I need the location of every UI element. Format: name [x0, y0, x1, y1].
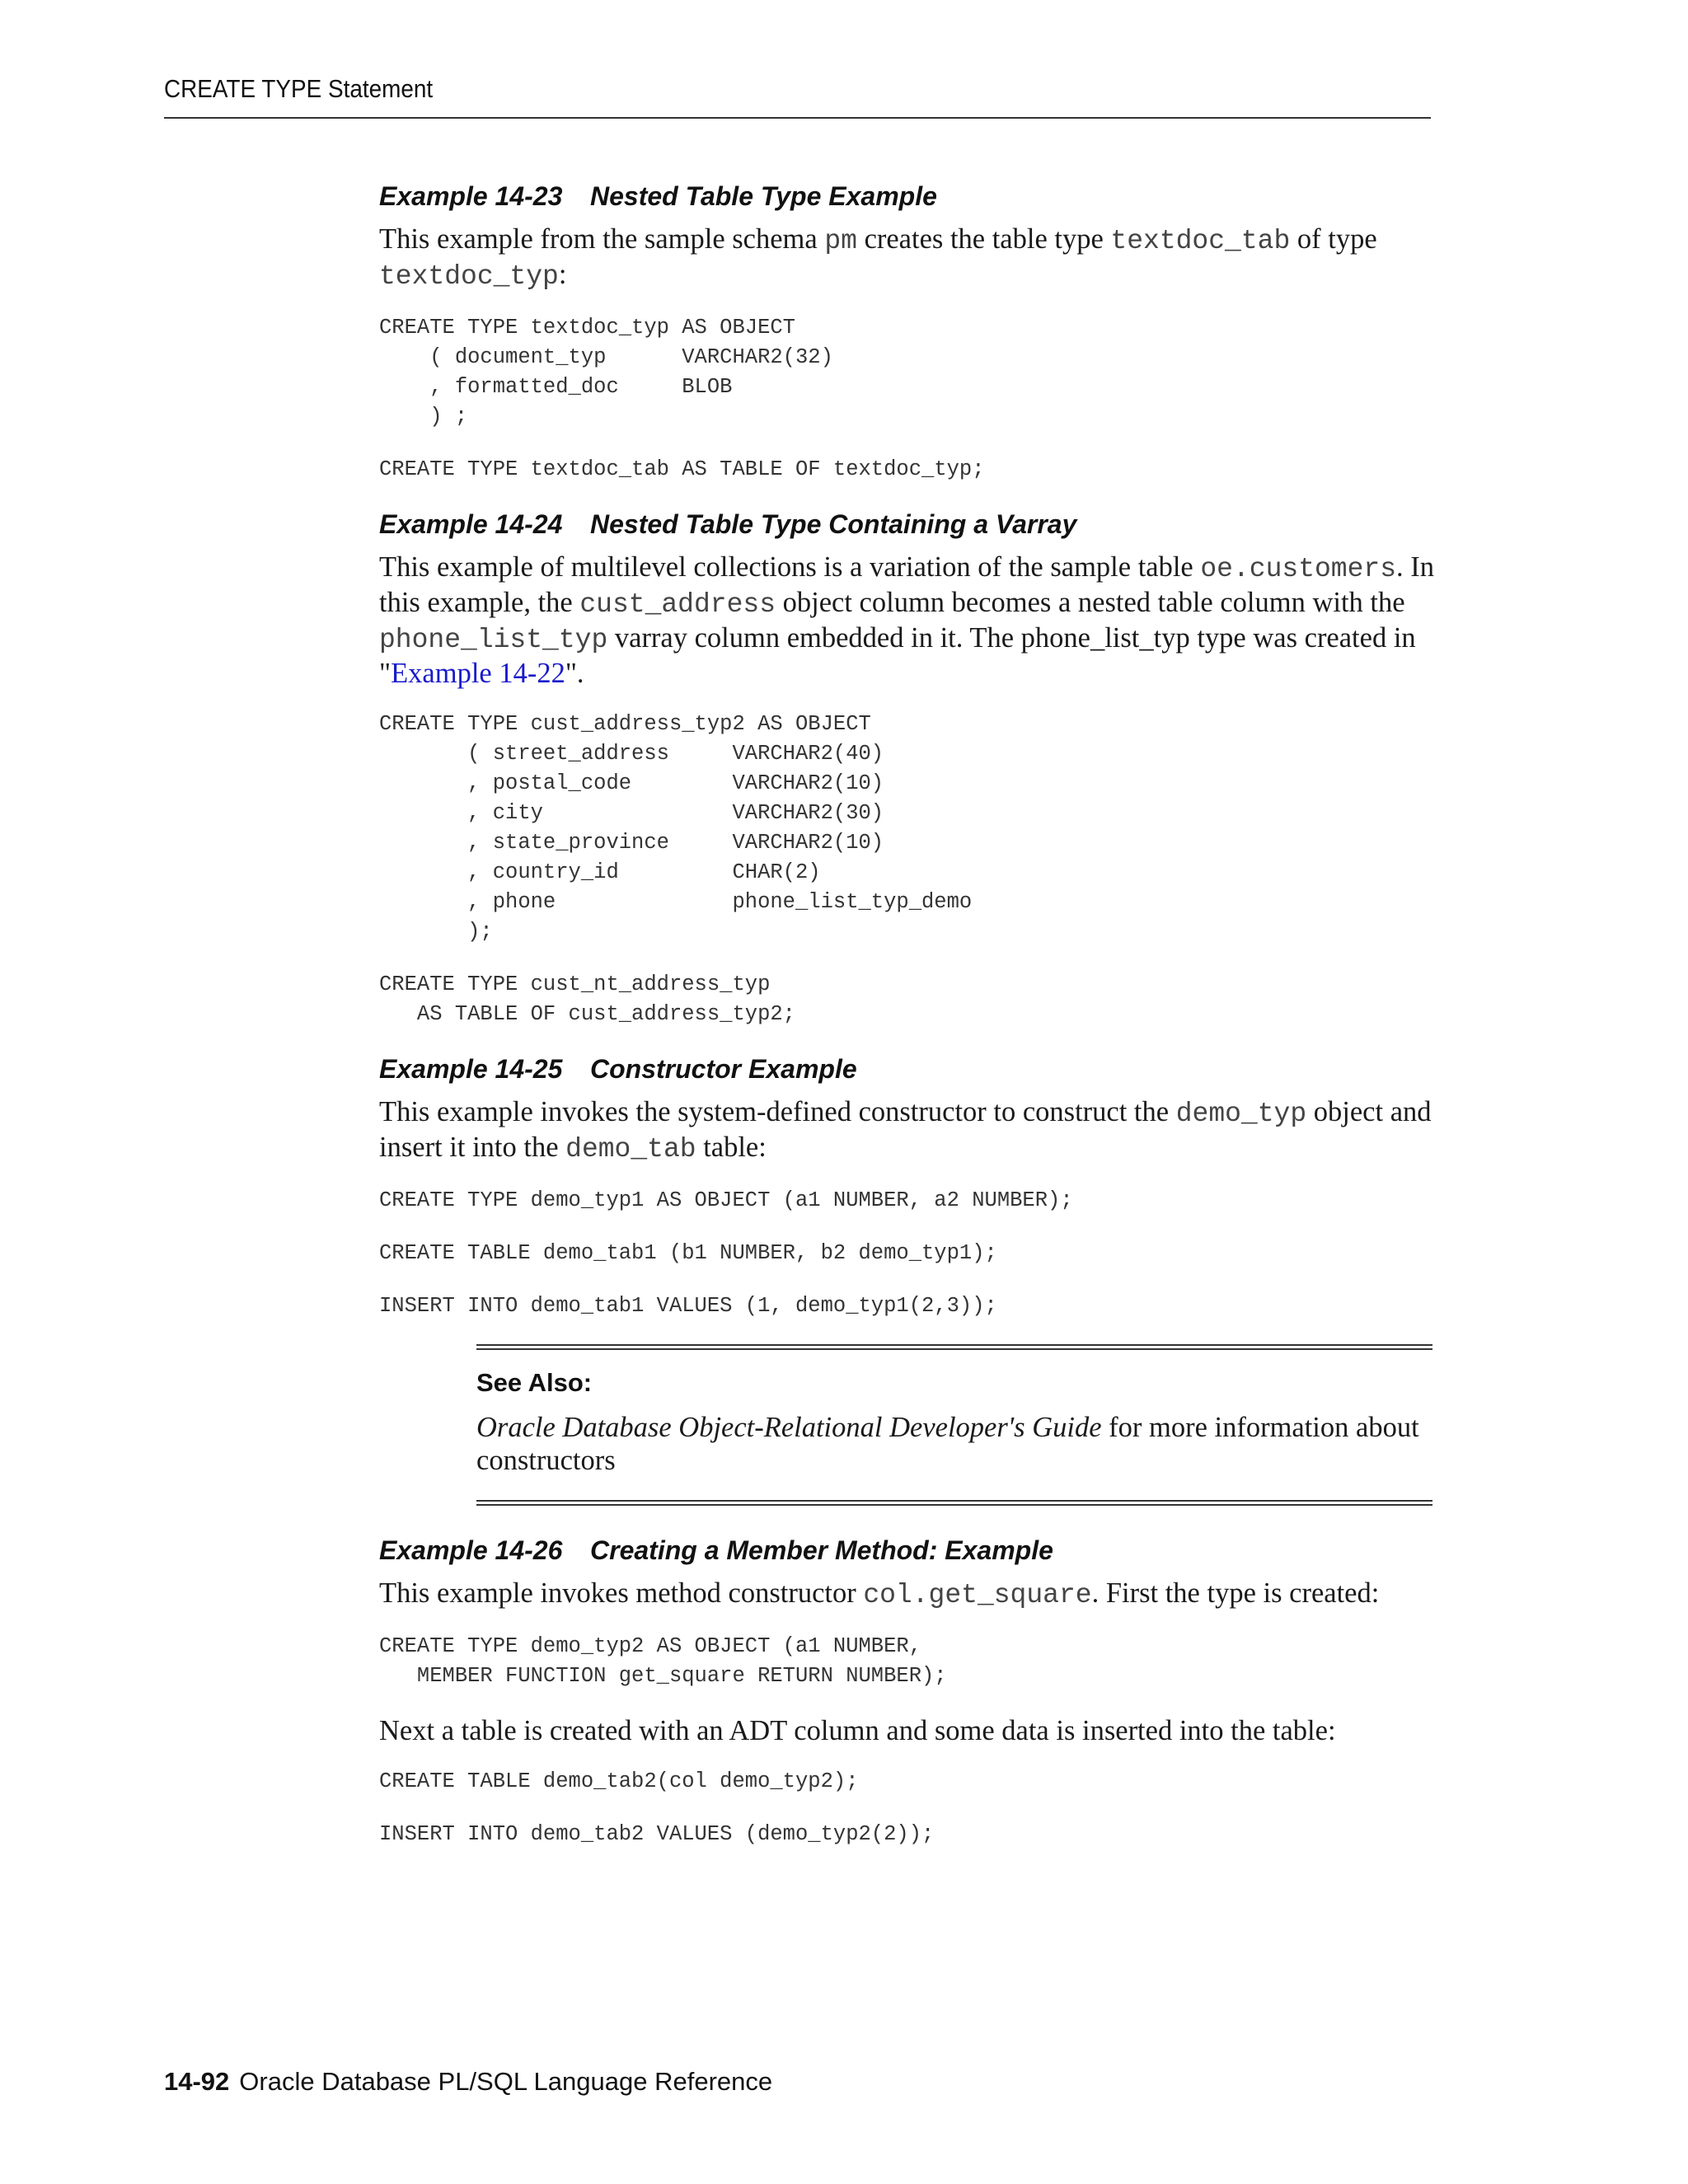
example-14-22-link[interactable]: Example 14-22 [391, 658, 565, 689]
example-number: Example 14-25 [379, 1054, 563, 1084]
page-content [379, 180, 1438, 1872]
example-14-26-description: This example invokes method constructor col.get_square. First the type is created: [379, 1577, 1380, 1610]
code-block: INSERT INTO demo_tab1 VALUES (1, demo_typ1(2,3)); [379, 1294, 997, 1318]
example-14-23-description: This example from the sample schema pm creates the table type textdoc_tab of type textdoc_typ: [379, 223, 1377, 292]
code-block: CREATE TYPE textdoc_typ AS OBJECT ( document_typ VARCHAR2(32) , formatted_doc BLOB ) ; [379, 316, 833, 429]
page-footer [164, 2067, 772, 2097]
example-caption: Constructor Example [590, 1054, 857, 1084]
divider [476, 1500, 1432, 1506]
book-name: Oracle Database PL/SQL Language Reference [239, 2067, 773, 2096]
example-14-25-title [379, 1052, 1438, 1085]
example-caption: Nested Table Type Example [590, 181, 937, 211]
example-caption: Nested Table Type Containing a Varray [590, 509, 1077, 539]
example-number: Example 14-24 [379, 509, 563, 539]
see-also-box [476, 1344, 1432, 1506]
running-header [164, 74, 1431, 119]
paragraph: Next a table is created with an ADT column and some data is inserted into the table: [379, 1715, 1336, 1746]
code-block: CREATE TYPE textdoc_tab AS TABLE OF textdoc_typ; [379, 457, 985, 481]
example-14-24-description: This example of multilevel collections is a variation of the sample table oe.customers. In this example, the cust_address object column becomes a nested table column with the phone_list_typ varray column embedded in it. The phone_list_typ type was created in "Example 14-22". [379, 551, 1435, 689]
code-block: CREATE TYPE demo_typ2 AS OBJECT (a1 NUMBER, MEMBER FUNCTION get_square RETURN NUMBER); [379, 1634, 947, 1688]
example-14-23-title [379, 180, 1438, 213]
code-block: CREATE TABLE demo_tab2(col demo_typ2); [379, 1769, 859, 1793]
example-caption: Creating a Member Method: Example [590, 1535, 1053, 1565]
example-14-25-description: This example invokes the system-defined constructor to construct the demo_typ object and insert it into the demo_tab table: [379, 1096, 1432, 1165]
page-number: 14-92 [164, 2067, 230, 2096]
code-block: CREATE TYPE cust_nt_address_typ AS TABLE OF cust_address_typ2; [379, 972, 795, 1026]
example-number: Example 14-26 [379, 1535, 563, 1565]
running-header-title: CREATE TYPE Statement [164, 74, 434, 103]
example-14-24-title [379, 508, 1438, 541]
code-block: INSERT INTO demo_tab2 VALUES (demo_typ2(2)); [379, 1822, 935, 1846]
see-also-text: Oracle Database Object-Relational Developer's Guide for more information about constructors [476, 1412, 1419, 1476]
code-block: CREATE TABLE demo_tab1 (b1 NUMBER, b2 demo_typ1); [379, 1241, 997, 1265]
example-14-26-title [379, 1534, 1438, 1567]
see-also-heading: See Also: [476, 1368, 593, 1397]
book-title: Oracle Database Object-Relational Developer's Guide [476, 1412, 1102, 1443]
divider [476, 1344, 1432, 1350]
code-block: CREATE TYPE demo_typ1 AS OBJECT (a1 NUMBER, a2 NUMBER); [379, 1188, 1073, 1212]
example-number: Example 14-23 [379, 181, 563, 211]
code-block: CREATE TYPE cust_address_typ2 AS OBJECT ( street_address VARCHAR2(40) , postal_code VARCHAR2(10) , city VARCHAR2(30) , state_province VARCHAR2(10) , country_id CHAR(2) , phone phone_list_typ_demo ); [379, 712, 973, 944]
